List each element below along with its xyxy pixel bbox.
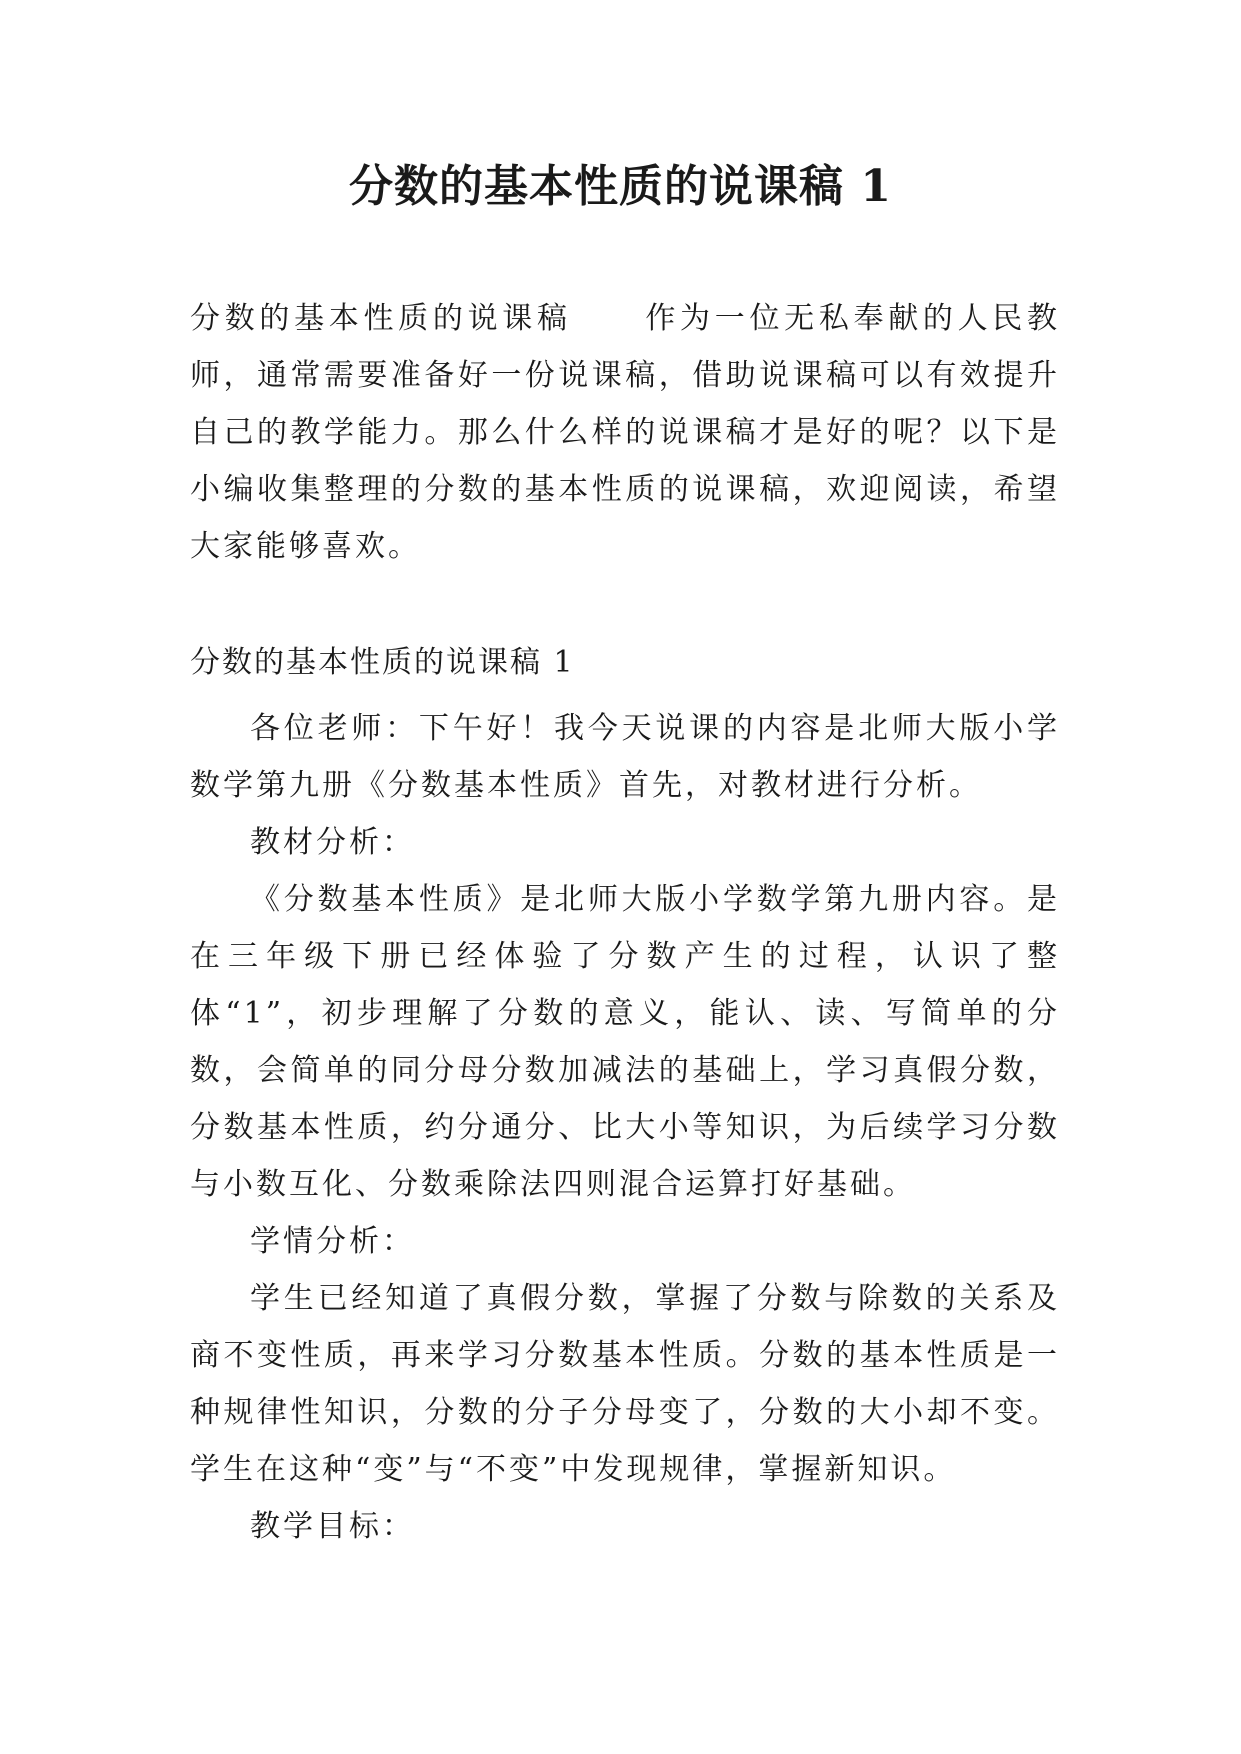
intro-paragraph xyxy=(190,290,1060,575)
paragraph-goals-heading: 教学目标： xyxy=(250,1509,415,1544)
intro-lead: 分数的基本性质的说课稿 xyxy=(190,301,572,336)
section-heading: 分数的基本性质的说课稿 1 xyxy=(190,645,575,680)
paragraph-greeting: 各位老师：下午好！我今天说课的内容是北师大版小学数学第九册《分数基本性质》首先，对教材进行分析。 xyxy=(190,711,1060,803)
section-content xyxy=(190,700,1060,1555)
document-title: 分数的基本性质的说课稿 1 xyxy=(349,161,892,212)
paragraph-student-heading: 学情分析： xyxy=(250,1224,415,1259)
paragraph-student-analysis: 学生已经知道了真假分数，掌握了分数与除数的关系及商不变性质，再来学习分数基本性质。分数的基本性质是一种规律性知识，分数的分子分母变了，分数的大小却不变。学生在这种“变”与“不变”中发现规律，掌握新知识。 xyxy=(190,1281,1060,1487)
paragraph-textbook-analysis: 《分数基本性质》是北师大版小学数学第九册内容。是在三年级下册已经体验了分数产生的过程，认识了整体“1”，初步理解了分数的意义，能认、读、写简单的分数，会简单的同分母分数加减法的基础上，学习真假分数，分数基本性质，约分通分、比大小等知识，为后续学习分数与小数互化、分数乘除法四则混合运算打好基础。 xyxy=(190,882,1060,1202)
paragraph-textbook-heading: 教材分析： xyxy=(250,825,415,860)
intro-text: 作为一位无私奉献的人民教师，通常需要准备好一份说课稿，借助说课稿可以有效提升自己的教学能力。那么什么样的说课稿才是好的呢？以下是小编收集整理的分数的基本性质的说课稿，欢迎阅读，希望大家能够喜欢。 xyxy=(190,301,1061,564)
